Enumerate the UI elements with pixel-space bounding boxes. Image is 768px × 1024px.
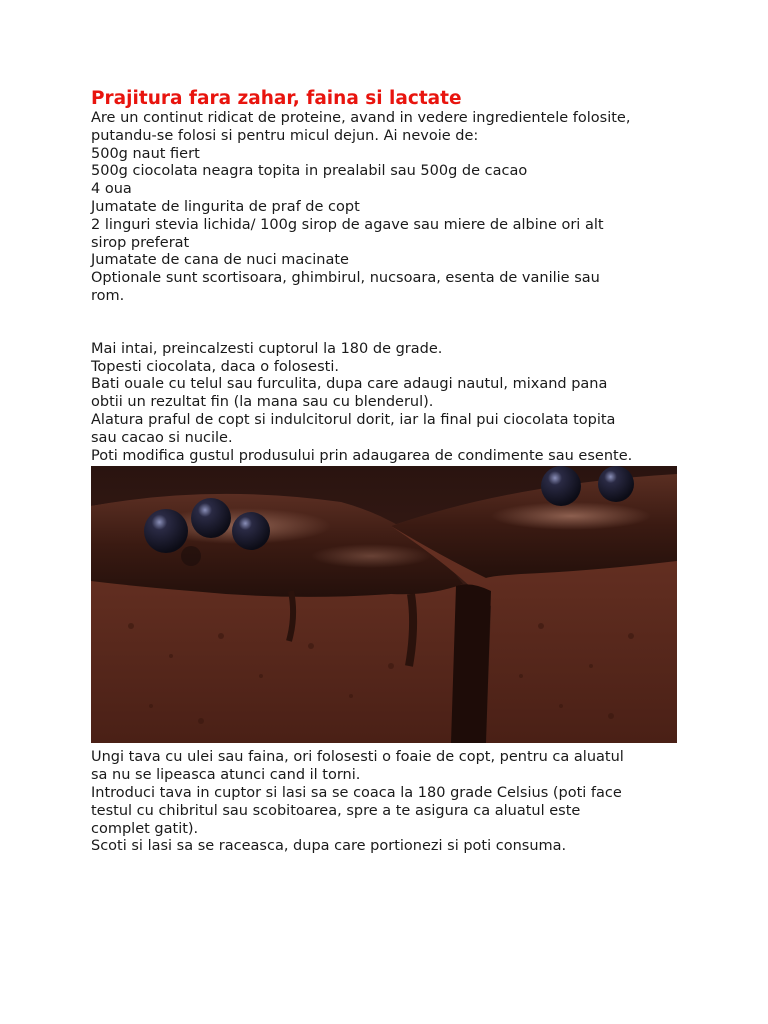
ingredient-line: sirop preferat <box>91 234 190 251</box>
step-line: Alatura praful de copt si indulcitorul dorit, iar la final pui ciocolata topita <box>91 411 616 428</box>
step-line: obtii un rezultat fin (la mana sau cu blenderul). <box>91 394 434 411</box>
ingredient-line: 4 oua <box>91 181 132 198</box>
recipe-title: Prajitura fara zahar, faina si lactate <box>91 88 462 109</box>
cake-illustration <box>91 466 677 743</box>
step-line: Mai intai, preincalzesti cuptorul la 180 de grade. <box>91 340 443 357</box>
ingredient-line: Jumatate de cana de nuci macinate <box>91 252 349 269</box>
intro-paragraph <box>91 110 691 306</box>
steps-paragraph <box>91 341 691 466</box>
ingredient-line: Jumatate de lingurita de praf de copt <box>91 198 360 215</box>
step-line: Ungi tava cu ulei sau faina, ori folosesti o foaie de copt, pentru ca aluatul <box>91 749 624 766</box>
step-line: sau cacao si nucile. <box>91 429 233 446</box>
ingredient-line: rom. <box>91 287 125 304</box>
intro-line: putandu-se folosi si pentru micul dejun. Ai nevoie de: <box>91 127 479 144</box>
ingredient-line: Optionale sunt scortisoara, ghimbirul, nucsoara, esenta de vanilie sau <box>91 270 600 287</box>
step-line: testul cu chibritul sau scobitoarea, spre a te asigura ca aluatul este <box>91 802 581 819</box>
step-line: Bati ouale cu telul sau furculita, dupa care adaugi nautul, mixand pana <box>91 376 608 393</box>
after-photo-paragraph <box>91 749 691 856</box>
step-line: complet gatit). <box>91 820 199 837</box>
step-line: Poti modifica gustul produsului prin adaugarea de condimente sau esente. <box>91 447 633 464</box>
step-line: Introduci tava in cuptor si lasi sa se coaca la 180 grade Celsius (poti face <box>91 784 622 801</box>
step-line: sa nu se lipeasca atunci cand il torni. <box>91 767 361 784</box>
ingredient-line: 2 linguri stevia lichida/ 100g sirop de agave sau miere de albine ori alt <box>91 216 604 233</box>
ingredient-line: 500g ciocolata neagra topita in prealabil sau 500g de cacao <box>91 163 528 180</box>
ingredient-line: 500g naut fiert <box>91 145 200 162</box>
paragraph-gap <box>91 306 691 341</box>
step-line: Scoti si lasi sa se raceasca, dupa care portionezi si poti consuma. <box>91 838 567 855</box>
chocolate-cake-photo <box>91 466 677 743</box>
step-line: Topesti ciocolata, daca o folosesti. <box>91 358 339 375</box>
intro-line: Are un continut ridicat de proteine, avand in vedere ingredientele folosite, <box>91 110 631 126</box>
document-content <box>91 86 691 856</box>
